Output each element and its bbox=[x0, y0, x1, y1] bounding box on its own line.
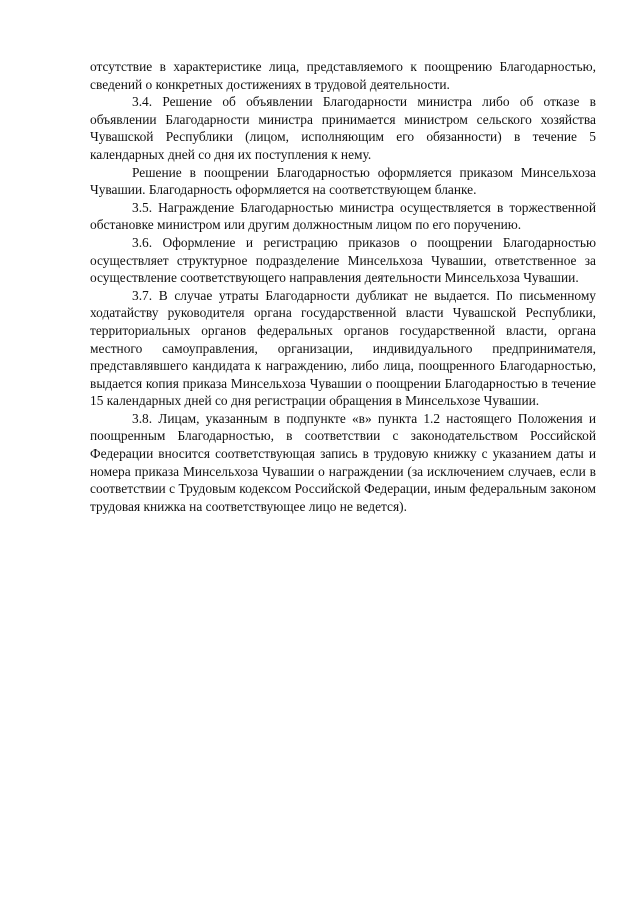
paragraph-continuation: отсутствие в характеристике лица, представляемого к поощрению Благодарностью, сведений о конкретных достижениях в трудовой деятельности. bbox=[90, 59, 596, 92]
paragraph-3-8: 3.8. Лицам, указанным в подпункте «в» пункта 1.2 настоящего Положения и поощренным Благодарностью, в соответствии с законодательством Российской Федерации вносится соответствующая запись в трудовую книжку с указанием даты и номера приказа Минсельхоза Чувашии о награждении (за исключением случаев, если в соответствии с Трудовым кодексом Российской Федерации, иным федеральным законом трудовая книжка на соответствующее лицо не ведется). bbox=[90, 410, 596, 514]
paragraph-decision-order: Решение в поощрении Благодарностью оформляется приказом Минсельхоза Чувашии. Благодарность оформляется на соответствующем бланке. bbox=[90, 164, 596, 198]
paragraph-3-6: 3.6. Оформление и регистрацию приказов о поощрении Благодарностью осуществляет структурное подразделение Минсельхоза Чувашии, ответственное за осуществление соответствующего направления деятельности Минсельхоза Чувашии. bbox=[90, 234, 596, 286]
paragraph-3-5: 3.5. Награждение Благодарностью министра осуществляется в торжественной обстановке министром или другим должностным лицом по его поручению. bbox=[90, 199, 596, 233]
document-page bbox=[90, 58, 596, 515]
paragraph-3-7: 3.7. В случае утраты Благодарности дубликат не выдается. По письменному ходатайству руководителя органа государственной власти Чувашской Республики, территориальных органов федеральных органов государственной власти, органа местного самоуправления, организации, индивидуального предпринимателя, представлявшего кандидата к награждению, либо лица, поощренного Благодарностью, выдается копия приказа Минсельхоза Чувашии о поощрении Благодарностью в течение 15 календарных дней со дня регистрации обращения в Минсельхозе Чувашии. bbox=[90, 287, 596, 409]
paragraph-3-4: 3.4. Решение об объявлении Благодарности министра либо об отказе в объявлении Благодарности министра принимается министром сельского хозяйства Чувашской Республики (лицом, исполняющим его обязанности) в течение 5 календарных дней со дня их поступления к нему. bbox=[90, 94, 596, 162]
